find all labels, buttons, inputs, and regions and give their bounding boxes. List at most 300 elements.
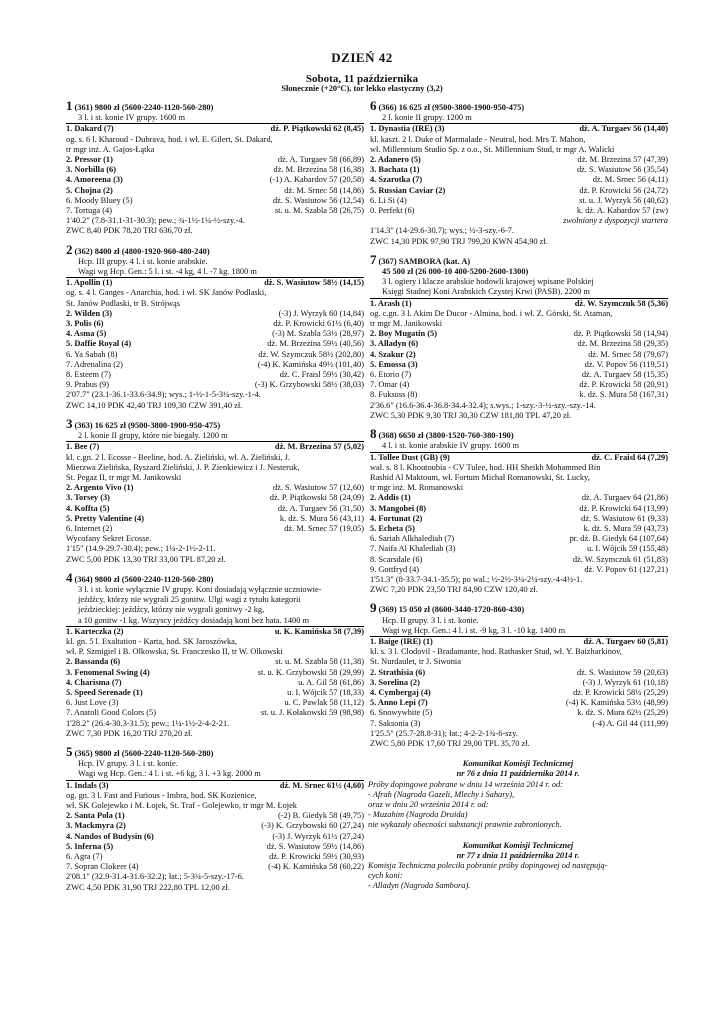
result-row [66, 196, 364, 206]
race-summary: ZWC 5,30 PDK 9,30 TRJ 30,30 CZW 181,80 TPL 47,20 zł. [370, 410, 572, 420]
result-row [66, 278, 364, 288]
horse-name: 1. Dakard (7) [66, 124, 114, 134]
jockey-info: dż. M. Srnec 58 (79,67) [588, 349, 668, 359]
jockey-info: dż. A. Turgaev 58 (66,89) [277, 155, 364, 165]
winner-details: St. Pegaz II, tr mgr M. Janikowski [66, 472, 182, 482]
commission-notice [368, 841, 668, 892]
jockey-info: (-4) K. Kamińska 58 (60,22) [268, 862, 364, 872]
horse-name: 1. Karteczka (2) [66, 626, 124, 636]
commission-notice [368, 759, 668, 830]
horse-name: 3. Alladyn (6) [370, 339, 419, 349]
jockey-info: u. C. Pawlak 58 (11,12) [284, 698, 364, 708]
race-summary: 2'36.6" (16.6-36.4-36.8-34.4-32.4); s.wys.; 1-szy.-3-½-szy.-szy.-14. [370, 400, 596, 410]
jockey-info: pr. dż. B. Giedyk 64 (107,64) [569, 534, 668, 544]
left-column [66, 100, 364, 900]
horse-name: 9. Gottfryd (4) [370, 564, 420, 574]
jockey-info: dż. W. Szymczuk 58 (5,36) [574, 298, 668, 308]
race-prize: (361) 9800 zł (5600-2240-1120-560-280) [74, 103, 214, 112]
horse-name: 6. Snowywhite (5) [370, 708, 433, 718]
result-row [370, 565, 668, 575]
horse-name: 2. Santa Pola (1) [66, 811, 125, 821]
horse-name: 2. Boy Mugatin (5) [370, 329, 437, 339]
result-row [66, 657, 364, 667]
horse-name: 2. Strathisia (6) [370, 667, 426, 677]
result-row [66, 319, 364, 329]
horse-name: 2. Pressor (1) [66, 155, 113, 165]
race-heading [370, 602, 668, 615]
race-heading [66, 569, 364, 585]
result-row [66, 329, 364, 339]
horse-name: 3. Norbilla (6) [66, 165, 117, 175]
jockey-info: dż. C. Fraisl 64 (7,29) [591, 452, 668, 462]
horse-name: 3. Bachata (1) [370, 165, 420, 175]
race-summary: ZWC 14,10 PDK 42,40 TRJ 109,30 CZW 391,40 zł. [66, 400, 243, 410]
jockey-info: dż. M. Srnec 61½ (4,60) [279, 780, 364, 790]
result-row [370, 155, 668, 165]
horse-name: 1. Dynastia (IRE) (3) [370, 124, 445, 134]
jockey-info: dż. M. Srnec 57 (19,05) [284, 523, 364, 533]
race-block [66, 569, 364, 739]
jockey-info: dż. M. Srnec 56 (4,11) [592, 175, 668, 185]
jockey-info: dż. S. Wasiutow 57 (12,60) [272, 483, 364, 493]
result-row [370, 360, 668, 370]
race-summary: 2'08.1" (32.9-31.4-31.6-32.2); łat.; 5-3¾-5-szy.-17-6. [66, 872, 244, 882]
race-summary: 1'40.2" (7.8-31.1-31-30.3); pew.; ¾-1½-1¼-½-szy.-4. [66, 216, 245, 226]
result-row [66, 708, 364, 718]
horse-name: 1. Indals (3) [66, 780, 109, 790]
jockey-info: st. u. J. Wyrzyk 56 (40,62) [579, 195, 668, 205]
horse-name: 7. Saksonia (3) [370, 718, 421, 728]
winner-details: kl. s. 3 l. Clodovil - Bradamante, hod. Rathasker Stud, wł. Y. Baizharkinov, [370, 647, 622, 657]
winner-details: og. gn. 3 l. Fast and Furious - Imbra, hod. SK Kozienice, [66, 790, 257, 800]
result-row [66, 175, 364, 185]
race-block [66, 241, 364, 411]
race-number: 9 [370, 600, 377, 616]
race-conditions: 45 500 zł (26 000-10 400-5200-2600-1300) [382, 267, 529, 277]
right-column [370, 100, 668, 892]
result-row [66, 380, 364, 390]
jockey-info: dż. P. Piątkowski 58 (14,94) [573, 329, 668, 339]
result-row [370, 186, 668, 196]
notice-line: Komisja Techniczna poleciła pobranie próby dopingowej od następują- [368, 861, 608, 871]
race-number: 5 [66, 743, 73, 759]
race-summary: ZWC 4,50 PDK 31,90 TRJ 222,80 TPL 12,00 zł. [66, 882, 230, 892]
horse-name: 4. Szarotka (7) [370, 175, 423, 185]
horse-name: 3. Polis (6) [66, 319, 104, 329]
result-row [66, 842, 364, 852]
horse-name: 1. Arash (1) [370, 298, 412, 308]
jockey-info: dż. M. Brzezina 58 (29,35) [577, 339, 668, 349]
race-conditions: jeździeckiej: jeźdźcy, którzy nie wygrali gonitwy -2 kg, [78, 605, 265, 615]
race-prize: (367) SAMBORA (kat. A) [378, 256, 471, 266]
jockey-info: dż. A. Turgaev 64 (21,86) [581, 493, 668, 503]
horse-name: 5. Inferna (5) [66, 841, 114, 851]
result-row [66, 309, 364, 319]
result-row [370, 688, 668, 698]
result-row [370, 555, 668, 565]
horse-name: 3. Mangobei (8) [370, 503, 427, 513]
jockey-info: dż. V. Popov 56 (119,51) [584, 359, 668, 369]
jockey-info: k. dż. S. Mura 58 (167,31) [579, 390, 668, 400]
jockey-info: dż. S. Wasiutow 56 (12,54) [272, 195, 364, 205]
horse-name: 6. Sariah Alkhalediah (7) [370, 534, 455, 544]
result-row [66, 206, 364, 216]
horse-name: 3. Torsey (3) [66, 493, 110, 503]
jockey-info: st. u. M. Szabla 58 (26,75) [274, 206, 364, 216]
result-row [370, 329, 668, 339]
horse-name: 6. Etorio (7) [370, 370, 412, 380]
result-row [66, 668, 364, 678]
horse-name: 5. Emossa (3) [370, 359, 418, 369]
horse-name: 5. Echeta (5) [370, 523, 415, 533]
race-summary: ZWC 14,30 PDK 97,90 TRJ 799,20 KWN 454,90 zł. [370, 236, 548, 246]
race-conditions: Hcp. IV grupy. 3 l. i st. konie. [78, 759, 178, 769]
horse-name: 1. Apollin (1) [66, 278, 113, 288]
jockey-info: dż. V. Popov 61 (127,21) [584, 564, 668, 574]
result-row [370, 370, 668, 380]
result-row [66, 698, 364, 708]
horse-name: 3. Fenomenal Swing (4) [66, 667, 150, 677]
race-number: 8 [370, 426, 377, 442]
notice-title: nr 77 z dnia 11 października 2014 r. [456, 850, 580, 860]
jockey-info: u. I. Wójcik 59 (155,48) [586, 544, 668, 554]
notice-line: cych koni: [368, 871, 403, 881]
race-conditions: 3 l. i st. konie wyłącznie IV grupy. Koni dosiadają wyłącznie uczniowie- [78, 584, 322, 594]
winner-details: og. s. 4 l. Ganges - Anarchia, hod. i wł. SK Janów Podlaski, [66, 288, 267, 298]
result-row [66, 852, 364, 862]
jockey-info: k. dż. S. Mura 62½ (25,29) [577, 708, 668, 718]
jockey-info: zwolniony z dyspozycji startera [563, 216, 668, 226]
jockey-info: dż. P. Krowicki 61½ (6,40) [273, 319, 364, 329]
jockey-info: (-3) J. Wyrzyk 61½ (27,24) [272, 831, 364, 841]
result-row [66, 493, 364, 503]
jockey-info: dż. A. Turgaev 56 (14,40) [579, 124, 668, 134]
horse-name: 2. Argento Vivo (1) [66, 483, 134, 493]
jockey-info: dż. S. Wasiutow 61 (9,33) [581, 513, 668, 523]
race-block [370, 251, 668, 421]
jockey-info: (-1) A. Kabardov 57 (20,58) [269, 175, 364, 185]
result-row [370, 504, 668, 514]
horse-name: 7. Omar (4) [370, 380, 410, 390]
result-row [66, 862, 364, 872]
jockey-info: st. u. K. Grzybowski 58 (29,99) [257, 667, 364, 677]
result-row [66, 155, 364, 165]
horse-name: 7. Tortuga (4) [66, 206, 113, 216]
winner-details: wł. Millennium Studio Sp. z o.o., St. Millennium Stud, tr mgr A. Walicki [370, 144, 615, 154]
horse-name: 6. Li Si (4) [370, 195, 407, 205]
result-row [66, 370, 364, 380]
race-number: 4 [66, 569, 73, 585]
race-block [66, 415, 364, 565]
race-conditions: a 10 gonitw -1 kg. Wszyscy jeźdźcy dosiadają koni bez bata. 1400 m [66, 616, 364, 627]
result-row [370, 524, 668, 534]
jockey-info: dż. P. Krowicki 58½ (25,29) [573, 687, 668, 697]
race-conditions: Księgi Stadnej Koni Arabskich Czystej Krwi (PASB). 2200 m [370, 287, 668, 298]
horse-name: 6. Internet (2) [66, 523, 113, 533]
race-heading [370, 100, 668, 113]
race-conditions: 4 l. i st. konie arabskie IV grupy. 1600 m [370, 441, 668, 452]
jockey-info: dż. P. Piątkowski 58 (24,09) [269, 493, 364, 503]
winner-details: Mierzwa Zielińska, Ryszard Zieliński, J. P. Zienkiewicz i J. Nesteruk, [66, 462, 300, 472]
race-summary: ZWC 7,20 PDK 23,50 TRJ 84,90 CZW 120,40 zł. [370, 585, 538, 595]
result-row [370, 350, 668, 360]
result-row [370, 165, 668, 175]
horse-name: 3. Mackmyra (2) [66, 821, 126, 831]
winner-details: Rashid Al Maktoum, wł. Fortum Michał Romanowski, St. Lucky, [370, 472, 590, 482]
notice-line: - Afrah (Nagroda Gazeli, Mlechy i Sahary), [368, 789, 515, 799]
horse-name: 4. Cymbergaj (4) [370, 687, 431, 697]
jockey-info: dż. S. Wasiutow 58½ (14,15) [264, 278, 364, 288]
notice-line: oraz w dniu 20 września 2014 r. od: [368, 800, 489, 809]
race-heading [370, 251, 668, 267]
winner-details: wł. P. Szmigiel i B. Olkowska, St. Franczesko II, tr W. Olkowski [66, 647, 283, 657]
jockey-info: dż. C. Fraisl 59½ (30,42) [279, 370, 364, 380]
horse-name: 7. Sopran Clokeer (4) [66, 862, 139, 872]
race-prize: (364) 9800 zł (5600-2240-1120-560-280) [74, 574, 214, 584]
jockey-info: dż. A. Turgaev 56 (31,50) [277, 503, 364, 513]
horse-name: 7. Anatoli Good Colors (5) [66, 708, 157, 718]
result-row [66, 514, 364, 524]
result-row [370, 206, 668, 216]
race-prize: (365) 9800 zł (5600-2240-1120-560-280) [74, 748, 214, 758]
winner-details: St. Janów Podlaski, tr B. Strójwąs [66, 298, 180, 308]
jockey-info: u. I. Wójcik 57 (18,33) [287, 687, 364, 697]
race-conditions: Wagi wg Hcp. Gen.: 4 l. i st. +6 kg, 3 l. +3 kg. 2000 m [66, 769, 364, 780]
race-number: 3 [66, 415, 73, 431]
weather-line: Słonecznie (+20°C), tor lekko elastyczny (3,2) [281, 84, 443, 93]
race-prize: (363) 16 625 zł (9500-3800-1900-950-475) [74, 420, 221, 430]
race-summary: ZWC 7,30 PDK 16,20 TRJ 270,20 zł. [66, 728, 193, 738]
horse-name: 7. Naifa Al Khalediah (3) [370, 544, 456, 554]
result-row [66, 627, 364, 637]
winner-details: wł. SK Golejewko i M. Łojek, St. Traf - Golejewko, tr mgr M. Łojek [66, 801, 297, 810]
jockey-info: st. u. J. Kołakowski 59 (98,98) [260, 708, 364, 718]
notice-title: Komunikat Komisji Technicznej [462, 840, 574, 850]
winner-details: tr mgr inż. M. Romanowski [370, 483, 464, 493]
horse-name: 8. Fuksuss (8) [370, 390, 418, 400]
result-row [370, 196, 668, 206]
jockey-info: dż. M. Brzezina 57 (5,02) [274, 442, 364, 452]
notice-line: - Alladyn (Nagroda Sambora). [368, 881, 471, 891]
result-row [66, 524, 364, 534]
race-summary: 1'51.3" (8-33.7-34.1-35.5); po wal.; ½-2½-3¼-2¼-szy.-4-4½-1. [370, 574, 583, 584]
result-row [370, 380, 668, 390]
result-row [370, 708, 668, 718]
result-row [66, 811, 364, 821]
race-block [66, 100, 364, 237]
result-row [66, 504, 364, 514]
race-conditions: 3 l. i st. konie IV grupy. 1600 m [66, 113, 364, 124]
horse-name: 4. Asma (5) [66, 329, 107, 339]
race-prize: (366) 16 625 zł (9500-3800-1900-950-475) [378, 103, 525, 112]
horse-name: 4. Fortunat (2) [370, 513, 423, 523]
horse-name: 4. Amoreena (3) [66, 175, 123, 185]
result-row [370, 698, 668, 708]
horse-name: 1. Baige (IRE) (1) [370, 636, 433, 646]
jockey-info: st. u. M. Szabla 58 (11,38) [275, 657, 364, 667]
jockey-info: dż. P. Krowicki 59½ (30,93) [269, 852, 364, 862]
race-conditions: Wagi wg Hcp. Gen.: 5 l. i st. -4 kg, 4 l. -7 kg. 1800 m [66, 267, 364, 278]
race-conditions: 2 l. konie II grupy, które nie biegały. 1200 m [66, 431, 364, 442]
horse-name: 4. Szakur (2) [370, 349, 416, 359]
result-row [370, 390, 668, 400]
winner-details: wał. s. 8 l. Khoutoubia - CV Tulee, hod. HH Sheikh Mohammed Bin [370, 462, 601, 472]
result-row [370, 678, 668, 688]
result-row [370, 637, 668, 647]
race-summary: ZWC 8,40 PDK 78,20 TRJ 636,70 zł. [66, 226, 193, 236]
horse-name: 8. Scarsdale (6) [370, 554, 423, 564]
race-block [370, 100, 668, 247]
race-summary: 1'25.5" (25.7-28.8-31); łat.; 4-2-2-1¾-6-szy. [370, 728, 518, 738]
result-row [370, 719, 668, 729]
winner-details: St. Nurdaulet, tr J. Siwonia [370, 657, 461, 667]
race-summary: ZWC 5,00 PDK 13,30 TRJ 33,00 TPL 87,20 zł. [66, 554, 226, 564]
jockey-info: dż. M. Srnec 58 (14,86) [284, 185, 364, 195]
horse-name: 5. Daffie Royal (4) [66, 339, 132, 349]
race-number: 7 [370, 251, 377, 267]
jockey-info: dż. M. Brzezina 59½ (40,56) [267, 339, 364, 349]
horse-name: 2. Bassanda (6) [66, 657, 121, 667]
result-row [370, 544, 668, 554]
horse-name: 0. Perfekt (6) [370, 206, 415, 216]
jockey-info: (-3) K. Grzybowski 58½ (38,03) [254, 380, 364, 390]
jockey-info: dż. M. Brzezina 58 (16,38) [273, 165, 364, 175]
race-block [370, 428, 668, 595]
horse-name: 6. Moody Bluey (5) [66, 195, 133, 205]
horse-name: 4. Nandos of Budysin (6) [66, 831, 154, 841]
notice-title: nr 76 z dnia 11 października 2014 r. [456, 769, 580, 779]
horse-name: 4. Koffta (5) [66, 503, 110, 513]
race-number: 1 [66, 98, 73, 113]
jockey-info: k. dż. A. Kabardov 57 (zw) [576, 206, 668, 216]
jockey-info: u. A. Gil 58 (61,86) [298, 677, 364, 687]
horse-name: 5. Russian Caviar (2) [370, 185, 446, 195]
jockey-info: dż. W. Szymczuk 61 (51,83) [572, 554, 668, 564]
result-row [66, 350, 364, 360]
race-summary: 1'14.3" (14-29.6-30.7); wys.; ½-3-szy.-6-7. [370, 226, 514, 236]
race-conditions: jeźdźcy, którzy nie wygrali 25 gonitw. Ulgi wagi z tytułu kategorii [78, 595, 301, 605]
race-conditions: Hcp. III grupy. 4 l. i st. konie arabskie. [78, 256, 208, 266]
winner-details: tr mgr inż. A. Gajos-Łątka [66, 144, 155, 154]
jockey-info: u. K. Kamińska 58 (7,39) [274, 626, 364, 636]
winner-details: Wycofany Sekret Ecosse. [66, 534, 152, 544]
result-row [370, 493, 668, 503]
race-conditions: 3 l. ogiery i klacze arabskie hodowli krajowej wpisane Polskiej [382, 277, 594, 287]
race-prize: (362) 8400 zł (4800-1920-960-480-240) [74, 246, 210, 256]
horse-name: 3. Sorelina (2) [370, 677, 420, 687]
jockey-info: dż. P. Krowicki 58 (20,91) [579, 380, 668, 390]
horse-name: 2. Wilden (3) [66, 308, 112, 318]
result-row [370, 299, 668, 309]
race-block [66, 743, 364, 893]
winner-details: kl. kaszt. 2 l. Duke of Marmalade - Neutral, hod. Mrs T. Mahon, [370, 134, 586, 144]
result-row [370, 514, 668, 524]
notice-title: Komunikat Komisji Technicznej [462, 759, 574, 769]
jockey-info: dż. M. Brzezina 57 (47,39) [577, 155, 668, 165]
race-conditions: Wagi wg Hcp. Gen.: 4 l. i st. -9 kg, 3 l. -10 kg. 1400 m [370, 626, 668, 637]
winner-details: kl. gn. 5 l. Exaltation - Karta, hod. SK Jaroszówka, [66, 636, 237, 646]
horse-name: 2. Adanero (5) [370, 155, 421, 165]
race-conditions: Hcp. II grupy. 3 l. i st. konie. [382, 615, 479, 625]
result-row [370, 453, 668, 463]
jockey-info: dż. A. Turgaev 60 (5,81) [583, 636, 668, 646]
race-heading [66, 415, 364, 431]
horse-name: 5. Speed Serenade (1) [66, 687, 143, 697]
race-summary: 1'15" (14.9-29.7-30.4); pew.; 1¼-2-1½-2-11. [66, 544, 216, 554]
jockey-info: (-3) J. Wyrzyk 60 (14,84) [278, 308, 364, 318]
notice-line: Próby dopingowe pobrane w dniu 14 września 2014 r. od: [368, 779, 563, 789]
result-row [66, 832, 364, 842]
result-row [370, 216, 668, 226]
horse-name: 2. Addis (1) [370, 493, 411, 503]
result-row [370, 124, 668, 134]
result-row [370, 668, 668, 678]
horse-name: 5. Pretty Valentine (4) [66, 513, 144, 523]
jockey-info: dż. P. Krowicki 64 (13,99) [579, 503, 668, 513]
result-row [66, 165, 364, 175]
race-summary: ZWC 5,80 PDK 17,60 TRJ 29,00 TPL 35,70 zł. [370, 738, 530, 748]
winner-details: kl. c.gn. 2 l. Ecosse - Beeline, hod. A. Zieliński, wł. A. Zieliński, J. [66, 452, 291, 462]
jockey-info: (-3) K. Grzybowski 60 (27,24) [261, 821, 364, 831]
race-number: 6 [370, 98, 377, 113]
horse-name: 1. Bee (7) [66, 442, 100, 452]
horse-name: 5. Chojna (2) [66, 185, 113, 195]
jockey-info: (-3) M. Szabla 53½ (28,97) [272, 329, 364, 339]
result-row [66, 678, 364, 688]
jockey-info: (-4) K. Kamińska 53½ (48,99) [565, 698, 668, 708]
jockey-info: (-3) J. Wyrzyk 61 (10,18) [582, 677, 668, 687]
race-summary: 1'28.2" (26.4-30.3-31.5); pew.; 1¼-1½-2-4-2-21. [66, 718, 230, 728]
horse-name: 9. Prabus (9) [66, 380, 110, 390]
race-conditions: 2 l. konie II grupy. 1200 m [370, 113, 668, 124]
horse-name: 6. Ya Sabah (8) [66, 349, 118, 359]
winner-details: og. c.gn. 3 l. Akim De Ducor - Almina, hod. i wł. Z. Górski, St. Ataman, [370, 308, 613, 318]
horse-name: 4. Charisma (7) [66, 677, 122, 687]
race-number: 2 [66, 241, 73, 257]
result-row [66, 360, 364, 370]
result-row [66, 821, 364, 831]
horse-name: 6. Agra (7) [66, 852, 103, 862]
race-block [370, 602, 668, 749]
result-row [370, 339, 668, 349]
horse-name: 5. Anno Lepi (7) [370, 698, 428, 708]
result-row [66, 186, 364, 196]
race-prize: (368) 6650 zł (3800-1520-760-380-190) [378, 431, 514, 441]
notice-line: nie wykazały obecności substancji prawnie zabronionych. [368, 820, 562, 830]
result-row [66, 688, 364, 698]
jockey-info: dż. P. Krowicki 56 (24,72) [579, 185, 668, 195]
race-heading [66, 100, 364, 113]
horse-name: 7. Adrenalina (2) [66, 359, 123, 369]
result-row [66, 339, 364, 349]
result-row [66, 442, 364, 452]
jockey-info: dż. S. Wasiutow 56 (35,54) [576, 165, 668, 175]
race-heading [66, 241, 364, 257]
jockey-info: dż. P. Piątkowski 62 (8,45) [270, 124, 364, 134]
result-row [66, 781, 364, 791]
race-heading [370, 428, 668, 441]
day-title: DZIEŃ 42 [331, 50, 393, 65]
jockey-info: k. dż. S. Mura 56 (43,11) [279, 513, 364, 523]
jockey-info: (-4) K. Kamińska 49½ (101,40) [257, 359, 364, 369]
result-row [66, 483, 364, 493]
horse-name: 6. Just Love (3) [66, 698, 119, 708]
winner-details: tr mgr M. Janikowski [370, 319, 443, 329]
notice-line: - Muzahim (Nagroda Druida) [368, 810, 468, 820]
result-row [370, 175, 668, 185]
race-heading [66, 743, 364, 759]
horse-name: 1. Tollee Dust (GB) (9) [370, 452, 450, 462]
